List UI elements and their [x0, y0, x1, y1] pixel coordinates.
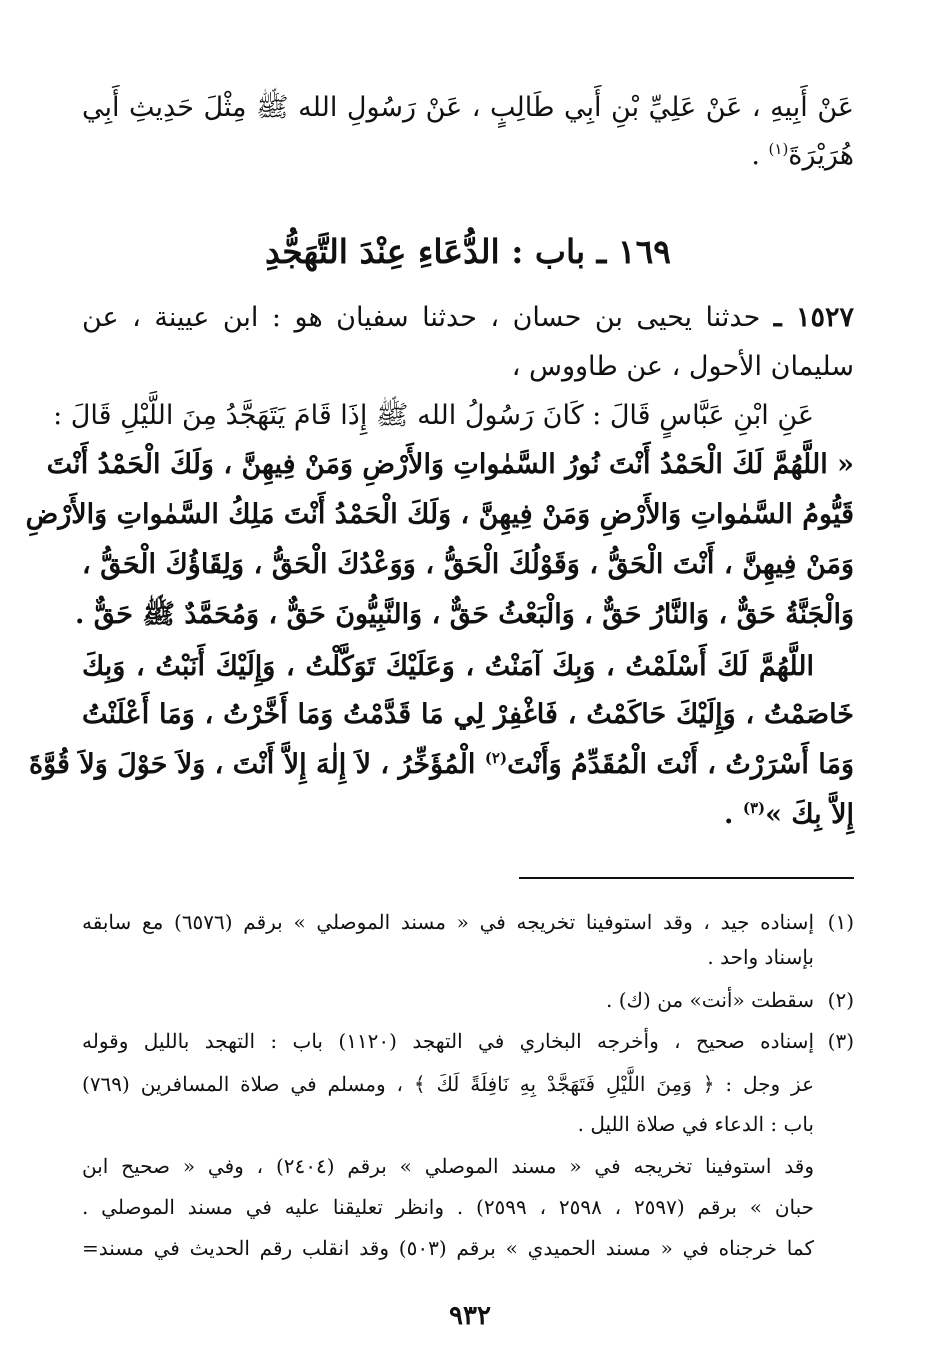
matn-text: وَمَنْ فِيهِنَّ ، أَنْتَ الْحَقُّ ، وَقَوْلُكَ الْحَقُّ ، وَوَعْدُكَ الْحَقُّ ، وَلِقَاؤُكَ الْحَقُّ ،	[82, 549, 854, 580]
footnote-text: كما خرجناه في « مسند الحميدي » برقم (٥٠٣) وقد انقلب رقم الحديث في مسند=	[82, 1236, 814, 1260]
footnote-line	[82, 1150, 854, 1183]
footnote-line	[82, 984, 854, 1017]
footnote-ref: (٣)	[742, 799, 766, 817]
footnote-number: (٣)	[827, 1029, 854, 1053]
chapter-heading: ١٦٩ ـ باب : الدُّعَاءِ عِنْدَ التَّهَجُّدِ	[264, 232, 672, 271]
page-number: ٩٣٢	[449, 1301, 491, 1331]
text-line	[74, 593, 854, 639]
matn-text: اللَّهُمَّ لَكَ أَسْلَمْتُ ، وَبِكَ آمَنْتُ ، وَعَلَيْكَ تَوَكَّلْتُ ، وَإِلَيْكَ أَنَبْتُ ، وَبِكَ	[82, 651, 814, 682]
footnote-line	[82, 1232, 854, 1265]
footnote-number: (٢)	[827, 988, 854, 1012]
matn-text: وَمَا أَسْرَرْتُ ، أَنْتَ الْمُقَدِّمُ وَأَنْتَ	[507, 749, 854, 780]
footnote-text: عز وجل : ﴿ وَمِنَ اللَّيْلِ فَتَهَجَّدْ بِهِ نَافِلَةً لَكَ ﴾ ، ومسلم في صلاة المسافرين (٧٦٩)	[82, 1072, 814, 1096]
hadith-number: ١٥٢٧ ـ	[773, 302, 854, 333]
matn-text: خَاصَمْتُ ، وَإِلَيْكَ حَاكَمْتُ ، فَاغْفِرْ لِي مَا قَدَّمْتُ وَمَا أَخَّرْتُ ، وَمَا أَعْلَنْتُ	[82, 699, 854, 730]
matn-text: الْمُؤَخِّرُ ، لاَ إِلٰهَ إِلاَّ أَنْتَ ، وَلاَ حَوْلَ وَلاَ قُوَّةَ	[28, 749, 485, 780]
footnote-ref: (١)	[768, 140, 789, 158]
footnote-text: إسناده صحيح ، وأخرجه البخاري في التهجد (١١٢٠) باب : التهجد بالليل وقوله	[82, 1029, 814, 1053]
footnote-separator	[519, 877, 854, 879]
isnad-text: حدثنا يحيى بن حسان ، حدثنا سفيان هو : ابن عيينة ، عن	[82, 302, 761, 333]
hadith-intro: عَنِ ابْنِ عَبَّاسٍ قَالَ : كَانَ رَسُولُ الله ﷺ إِذَا قَامَ يَتَهَجَّدُ مِنَ اللَّيْلِ قَالَ :	[53, 400, 814, 431]
footnote-line	[82, 1068, 854, 1101]
text-line	[28, 743, 854, 789]
continuation-text: هُرَيْرَةَ	[788, 140, 854, 171]
footnote-text: إسناده جيد ، وقد استوفينا تخريجه في « مسند الموصلي » برقم (٦٥٧٦) مع سابقه	[82, 910, 814, 934]
footnote-text: سقطت «أنت» من (ك) .	[606, 988, 814, 1012]
matn-text: وَالْجَنَّةُ حَقٌّ ، وَالنَّارُ حَقٌّ ، وَالْبَعْثُ حَقٌّ ، وَالنَّبِيُّونَ حَقٌّ ، وَمُحَمَّدٌ ﷺ حَقٌّ .	[74, 599, 854, 630]
text-line	[82, 134, 854, 180]
footnote-line	[82, 1191, 854, 1224]
isnad-text: سليمان الأحول ، عن طاووس ،	[511, 351, 854, 382]
text-line	[82, 296, 854, 342]
text-line	[46, 443, 854, 489]
footnote-text: حبان » برقم (٢٥٩٧ ، ٢٥٩٨ ، ٢٥٩٩) . وانظر تعليقنا عليه في مسند الموصلي .	[82, 1195, 815, 1219]
text-line	[82, 86, 854, 132]
text-line	[25, 493, 854, 539]
footnote-text: بإسناد واحد .	[707, 945, 814, 969]
text-line	[82, 645, 854, 691]
matn-text: « اللَّهُمَّ لَكَ الْحَمْدُ أَنْتَ نُورُ السَّمٰواتِ وَالأَرْضِ وَمَنْ فِيهِنَّ ، وَلَكَ الْحَمْدُ أَنْتَ	[46, 449, 854, 480]
punctuation: .	[724, 799, 743, 830]
footnote-line	[82, 906, 854, 939]
continuation-text: عَنْ أَبِيهِ ، عَنْ عَلِيِّ بْنِ أَبِي طَالِبٍ ، عَنْ رَسُولِ الله ﷺ مِثْلَ حَدِيثِ أَبِي	[82, 92, 854, 123]
footnote-line	[82, 1025, 854, 1058]
footnote-ref: (٢)	[484, 749, 508, 767]
text-line	[82, 693, 854, 739]
footnote-text: وقد استوفينا تخريجه في « مسند الموصلي » برقم (٢٤٠٤) ، وفي « صحيح ابن	[82, 1154, 814, 1178]
footnote-line	[82, 1108, 854, 1141]
text-line	[82, 345, 854, 391]
footnote-line	[82, 941, 854, 974]
punctuation: .	[751, 140, 769, 171]
footnote-number: (١)	[827, 910, 854, 934]
text-line	[82, 543, 854, 589]
matn-text: قَيُّومُ السَّمٰواتِ وَالأَرْضِ وَمَنْ فِيهِنَّ ، وَلَكَ الْحَمْدُ أَنْتَ مَلِكُ السَّمٰواتِ وَالأَرْضِ	[25, 499, 854, 530]
text-line	[53, 394, 854, 440]
footnote-text: باب : الدعاء في صلاة الليل .	[577, 1112, 814, 1136]
text-line	[82, 793, 854, 839]
matn-text: إِلاَّ بِكَ »	[765, 799, 854, 830]
